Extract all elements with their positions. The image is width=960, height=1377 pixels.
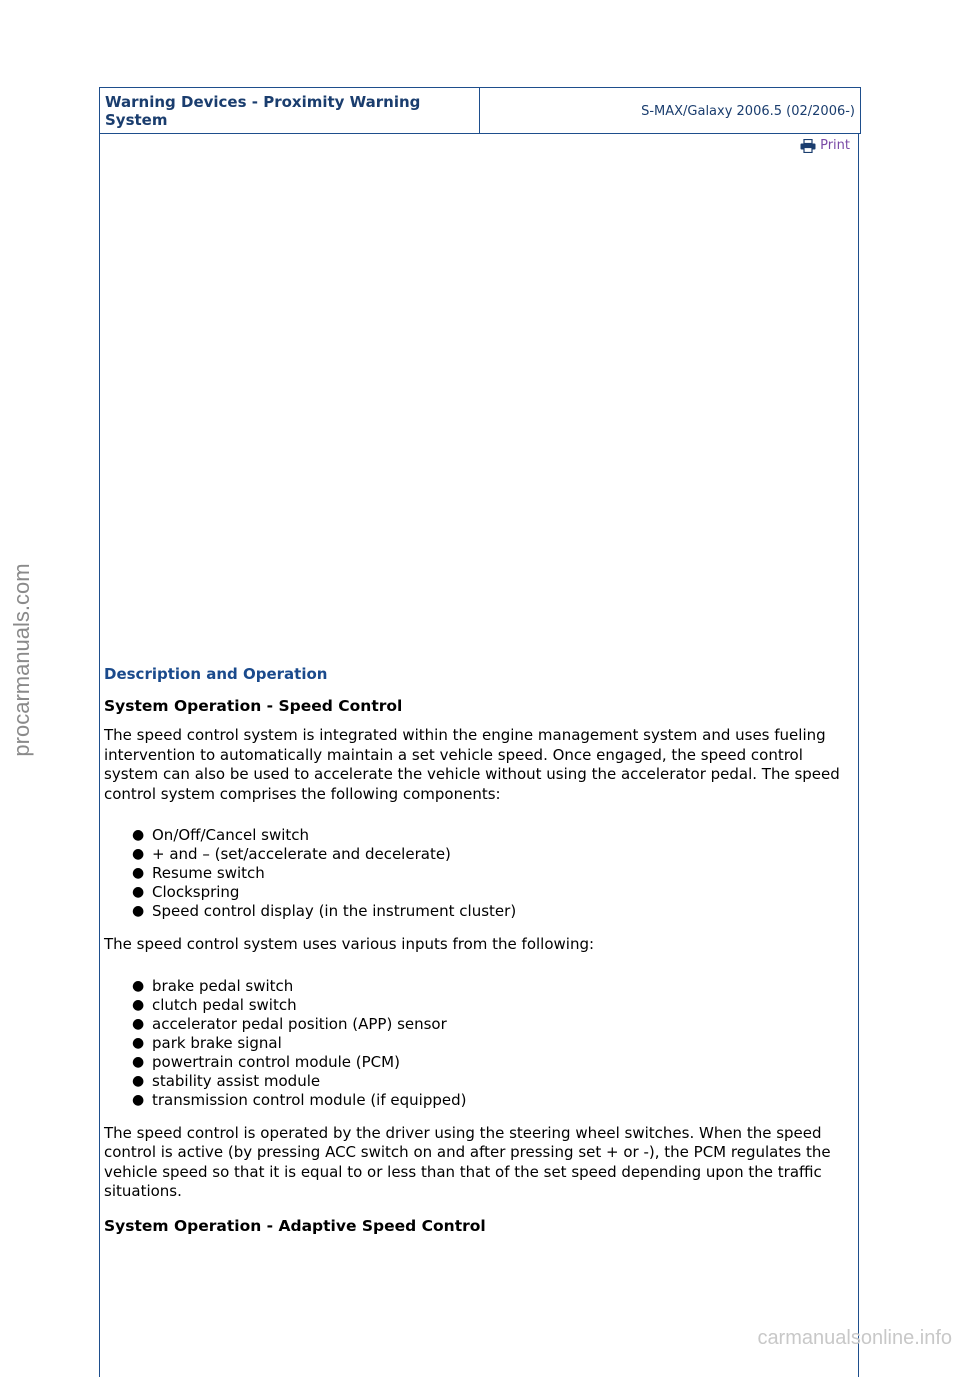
list-item: ● stability assist module [132, 1071, 321, 1090]
list-item: ● park brake signal [132, 1033, 282, 1052]
header-model: S-MAX/Galaxy 2006.5 (02/2006-) [641, 104, 855, 119]
operation-paragraph: The speed control is operated by the driver using the steering wheel switches. When the speed control is active (by pressing ACC switch on and after pressing set + or -), the PCM regulates the vehicle speed so that it is equal to or less than that of the set speed depending upon the traffic situations. [104, 1123, 831, 1200]
print-link[interactable] [800, 138, 850, 153]
list-item: ● Clockspring [132, 883, 240, 901]
adaptive-heading: System Operation - Adaptive Speed Control [104, 1216, 486, 1235]
list-item: ● brake pedal switch [132, 976, 294, 995]
list-item: ● Resume switch [132, 864, 265, 882]
list-item: ● clutch pedal switch [132, 995, 297, 1014]
inputs-list [104, 969, 856, 1110]
list-item: ● powertrain control module (PCM) [132, 1052, 400, 1071]
list-item: ● Speed control display (in the instrument cluster) [132, 902, 517, 920]
list-item: ● On/Off/Cancel switch [132, 826, 310, 844]
list-item: ● + and – (set/accelerate and decelerate) [132, 845, 451, 863]
components-list [104, 818, 856, 921]
main-content [104, 664, 856, 1246]
speed-control-intro: The speed control system is integrated within the engine management system and uses fueling intervention to automatically maintain a set vehicle speed. Once engaged, the speed control system can also be used to accelerate the vehicle without using the accelerator pedal. The speed control system comprises the following components: [104, 726, 840, 803]
print-label: Print [820, 138, 850, 153]
printer-icon [800, 139, 816, 153]
speed-control-heading: System Operation - Speed Control [104, 697, 403, 715]
list-item: ● transmission control module (if equipped) [132, 1090, 467, 1109]
list-item: ● accelerator pedal position (APP) sensor [132, 1014, 447, 1033]
header-title: Warning Devices - Proximity Warning System [100, 88, 480, 133]
footer-watermark: carmanualsonline.info [757, 1327, 952, 1349]
inputs-intro: The speed control system uses various inputs from the following: [104, 935, 595, 953]
document-header [99, 87, 861, 134]
side-watermark: procarmanuals.com [9, 563, 34, 757]
section-title: Description and Operation [104, 665, 328, 683]
